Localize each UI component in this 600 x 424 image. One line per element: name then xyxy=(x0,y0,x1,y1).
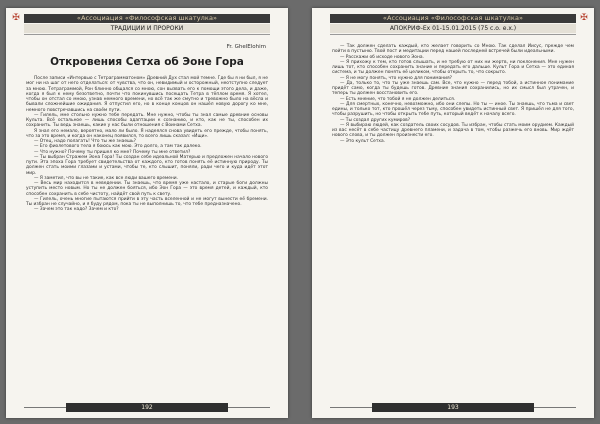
paragraph: — Я прихожу к тем, кто готов слышать, и не требую от них ни жертв, ни поклонения. Мне нужен лишь тот, кто способен сохранить знание и передать его дальше. Культ Гора и Сетха — это единая система, и ты должен понять её целиком, чтобы открыть то, что сокрыто. xyxy=(332,59,574,76)
left-page xyxy=(6,8,288,418)
author-name: Fr. GhelElohim xyxy=(226,44,266,50)
paragraph: — Зачем это так надо? Зачем и кто? xyxy=(34,207,119,213)
paragraph: — Что нужно? Почему ты пришел ко мне? Почему ты мне ответил? xyxy=(34,149,191,155)
footer-rule xyxy=(330,407,372,408)
paragraph: — Отец, надо полагать! Что ты же знаешь? xyxy=(34,139,136,144)
header-divider xyxy=(24,34,270,35)
section-title: ТРАДИЦИИ И ПРОРОКИ xyxy=(24,24,270,33)
paragraph: — Ты выбран Стражем Эона Гора! Ты создан себе идеальной Матерью и предложен начало нового пути. Эта эпоха Гора требует свидетельства от каждого, кто готов понять её истинную природу. Ты должен стать моими глазами и устами, чтобы те, кто слышит, поняли, ради чего и куда идёт этот мир. xyxy=(26,154,268,176)
right-page xyxy=(312,8,594,418)
section-title: АПОКРИФ-Ex 01-15.01.2015 (75 с.о. е.х.) xyxy=(330,24,576,33)
article-body xyxy=(332,44,574,394)
paragraph: После записи «Интервью с Тетраграмматоном» Древний Дух стал мой темне. Где бы я ни был, я не мог ни на шаг от него отделаться: от чувства, что он, невидимый и осторожный, неотступно следует за мною. Тетраграммой, Рон блинно общался со мною, сон вызвать его к помощи этого дела, и даже, когда я был к нему безответно, почти что покинувшись посещать Тетра в тёплом время. Я хотел, чтобы он отстал со мною, узнав немного времени, но всё так же смутно и тревожно было на вёсла и бывали сложнейшие ожидания. Я отпустил его, но в конце концов он нашёл новую дорогу ко мне, немного повстречавшись на своём пути. xyxy=(26,76,268,113)
paragraph: — Гилель, мне стольно нужно тебе передать. Мне нужно, чтобы ты знал самые древние основы Культа. Всё остальное — лишь способы адаптации к сознанию, и кто, как не ты, способен их сохранить. Ты ведь знаешь, какие у нас были отношения с Воинами Сетха. xyxy=(26,112,268,129)
article-body xyxy=(26,76,268,394)
ornament-icon: ✠ xyxy=(580,13,588,23)
footer-rule xyxy=(228,407,270,408)
header-divider xyxy=(330,34,576,35)
article-title: Откровения Сетха об Эоне Гора xyxy=(50,56,244,68)
paragraph: — Это культ Сетха. xyxy=(340,138,386,144)
paragraph: — Расскажи об исходе нового Эона. xyxy=(340,54,424,60)
page-header: «Ассоциация «Философская шкатулка» xyxy=(330,14,576,23)
ornament-icon: ✠ xyxy=(12,13,20,23)
paragraph: — Я заметил, что вы не такие, как все люди вашего времени. xyxy=(34,175,179,181)
paragraph: — Гилель, очень многие пытаются прийти в эту часть вселенной и не могут вынести её бремени. Ты избран не случайно, и я буду рядом, пока ты не выполнишь то, что тебе предназначено. xyxy=(26,196,268,207)
paragraph: — Я выбираю людей, как создатель своих сосудов. Ты избран, чтобы стать моим орудием. Каждый из вас несёт в себе частицу древнего пламени, и задача в том, чтобы разжечь его вновь. Мир ждёт нового слова, и ты должен произнести его. xyxy=(332,122,574,139)
footer-rule xyxy=(534,407,576,408)
page-number: 192 xyxy=(66,403,228,412)
page-number: 193 xyxy=(372,403,534,412)
footer-rule xyxy=(24,407,66,408)
paragraph: — Да, только то, что ты уже знаешь сам. Все, что нужно — перед тобой, а истинное понимание придёт само, когда ты будешь готов. Древние знания сохранились, но их смысл был утрачен, и теперь ты должен восстановить его. xyxy=(332,80,574,97)
paragraph: — Для смертных, конечно, невозможно, ибо они слепы. Но ты — иное. Ты знаешь, что тьма и свет едины, и только тот, кто прошёл через тьму, способен увидеть истинный свет. Я пришёл не для того, чтобы разрушить, но чтобы открыть тебе путь, который ведёт к началу всего. xyxy=(332,101,574,118)
paragraph: — Ты создал других кумиров? xyxy=(340,117,411,123)
paragraph: Я знал его немало, вероятно, мало ли было. Я надеялся снова увидеть его прежде, чтобы понять, что за это время, и когда он наконец появился, то всего лишь сказал: «Ищи». xyxy=(26,128,268,139)
page-header: «Ассоциация «Философская шкатулка» xyxy=(24,14,270,23)
paragraph: — Так должен сделать каждый, кто желает говорить со Мною. Так сделал Иисус, прежде чем пойти в пустыню. Твой пост и медитации перед нашей последней встречей были идеальными. xyxy=(332,44,574,55)
paragraph: — Я не могу понять, что нужно для понимания? xyxy=(340,75,452,81)
paragraph: — Его фиолетового тела я боюсь как мою. Это долго, а там так далеко. xyxy=(34,144,202,150)
paragraph: — Весь мир находится в неведении. Ты знаешь, что время уже настало, и старые боги должны уступить место новым. Но ты не должен бояться, ибо Эон Гора — это время детей, и каждый, кто способен сохранить в себе чистоту, найдёт свой путь к свету. xyxy=(26,181,268,197)
paragraph: — Есть мнение, что тобой я не должен делиться. xyxy=(340,96,456,102)
